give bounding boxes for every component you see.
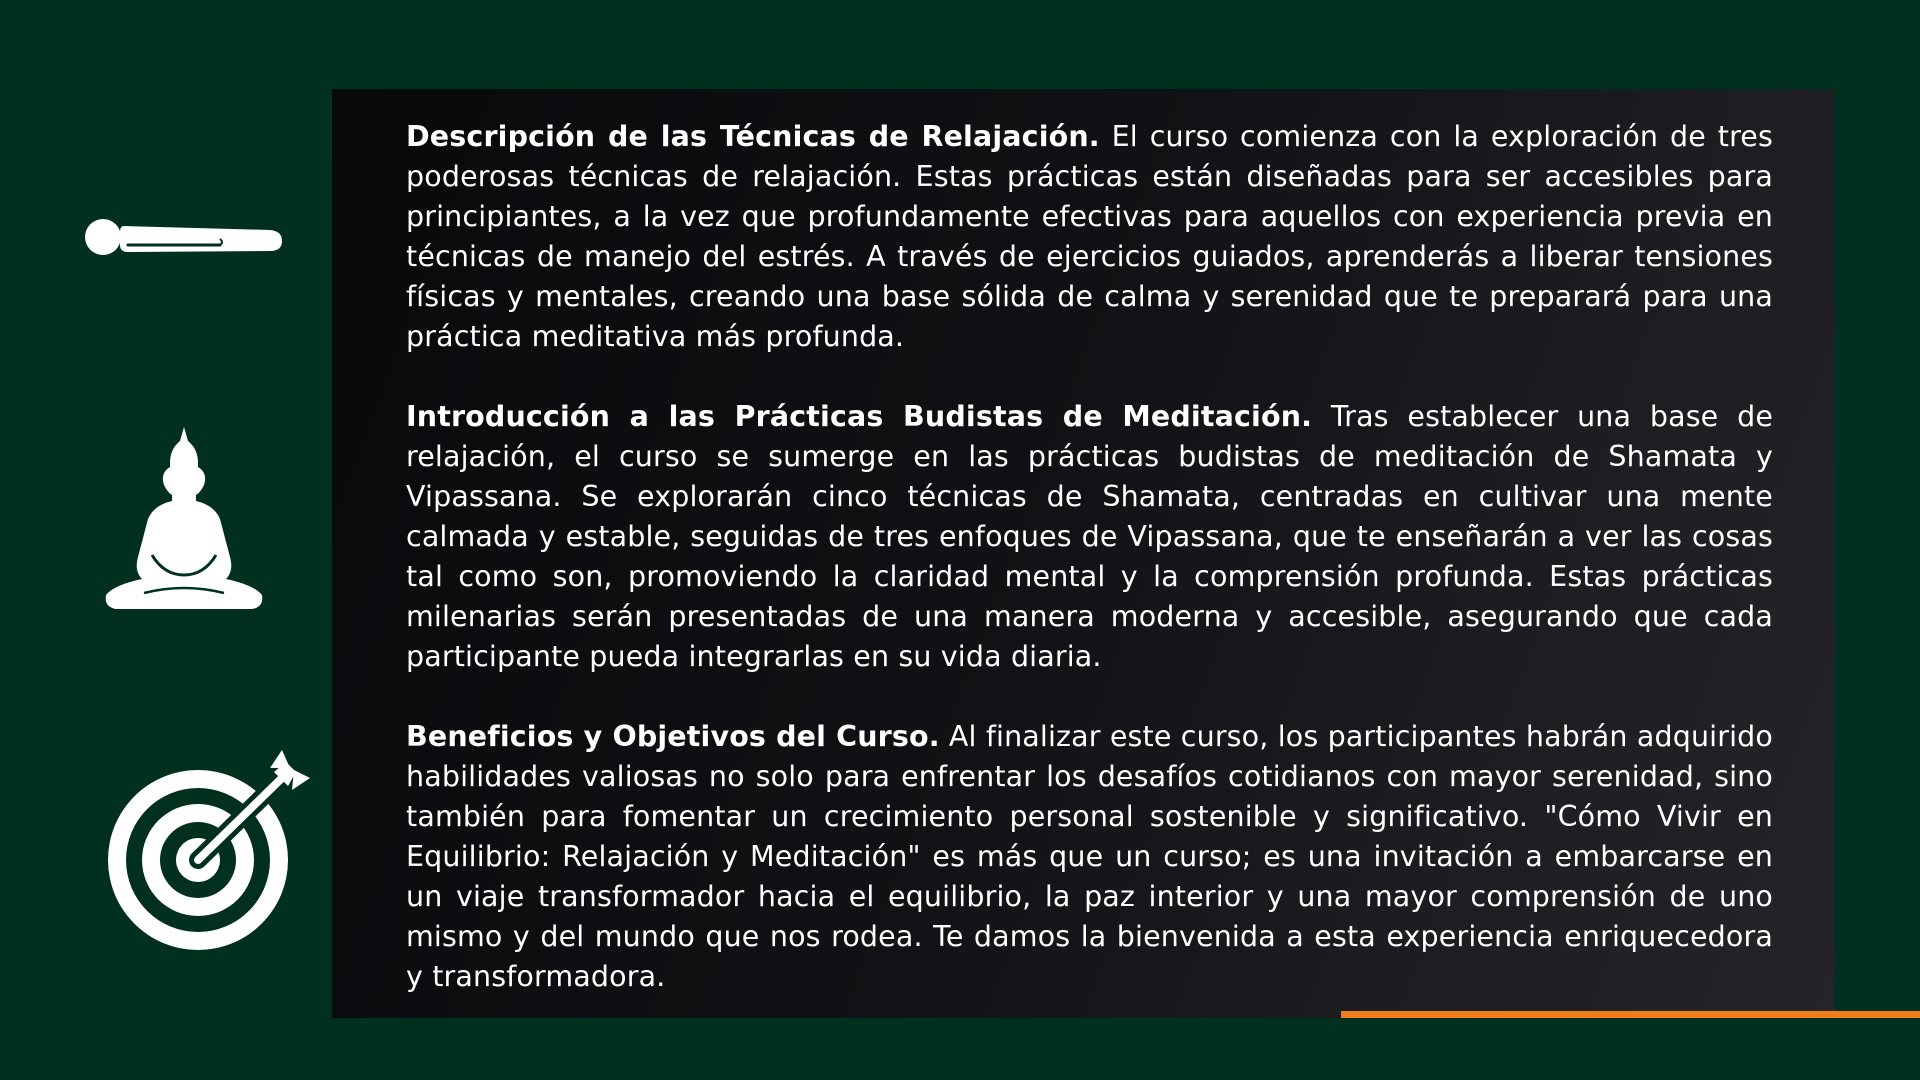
lying-person-icon — [84, 214, 284, 260]
text-panel — [332, 89, 1835, 1018]
paragraph-body: Tras establecer una base de relajación, el curso se sumerge en las prácticas budistas de meditación de Shamata y Vipassana. Se explorarán cinco técnicas de Shamata, centradas en cultivar una mente calmada y estable, seguidas de tres enfoques de Vipassana, que te enseñarán a ver las cosas tal como son, promoviendo la claridad mental y la comprensión profunda. Estas prácticas milenarias serán presentadas de una manera moderna y accesible, asegurando que cada participante pueda integrarlas en su vida diaria. — [406, 400, 1774, 673]
paragraph-heading: Beneficios y Objetivos del Curso. — [406, 720, 940, 753]
paragraph-relaxation — [406, 117, 1773, 357]
paragraph-heading: Descripción de las Técnicas de Relajación. — [406, 120, 1100, 153]
paragraph-body: Al finalizar este curso, los participantes habrán adquirido habilidades valiosas no solo para enfrentar los desafíos cotidianos con mayor serenidad, sino también para fomentar un crecimiento personal sostenible y significativo. "Cómo Vivir en Equilibrio: Relajación y Meditación" es más que un curso; es una invitación a embarcarse en un viaje transformador hacia el equilibrio, la paz interior y una mayor comprensión de uno mismo y del mundo que nos rodea. Te damos la bienvenida a esta experiencia enriquecedora y transformadora. — [406, 720, 1773, 993]
accent-line — [1341, 1011, 1920, 1018]
paragraph-benefits — [406, 717, 1773, 997]
target-arrow-icon — [104, 748, 312, 958]
meditating-buddha-icon — [104, 423, 264, 613]
paragraph-meditation — [406, 397, 1773, 677]
paragraph-heading: Introducción a las Prácticas Budistas de Meditación. — [406, 400, 1313, 433]
paragraph-body: El curso comienza con la exploración de tres poderosas técnicas de relajación. Estas prácticas están diseñadas para ser accesibles para principiantes, a la vez que profundamente efectivas para aquellos con experiencia previa en técnicas de manejo del estrés. A través de ejercicios guiados, aprenderás a liberar tensiones físicas y mentales, creando una base sólida de calma y serenidad que te preparará para una práctica meditativa más profunda. — [406, 120, 1773, 353]
